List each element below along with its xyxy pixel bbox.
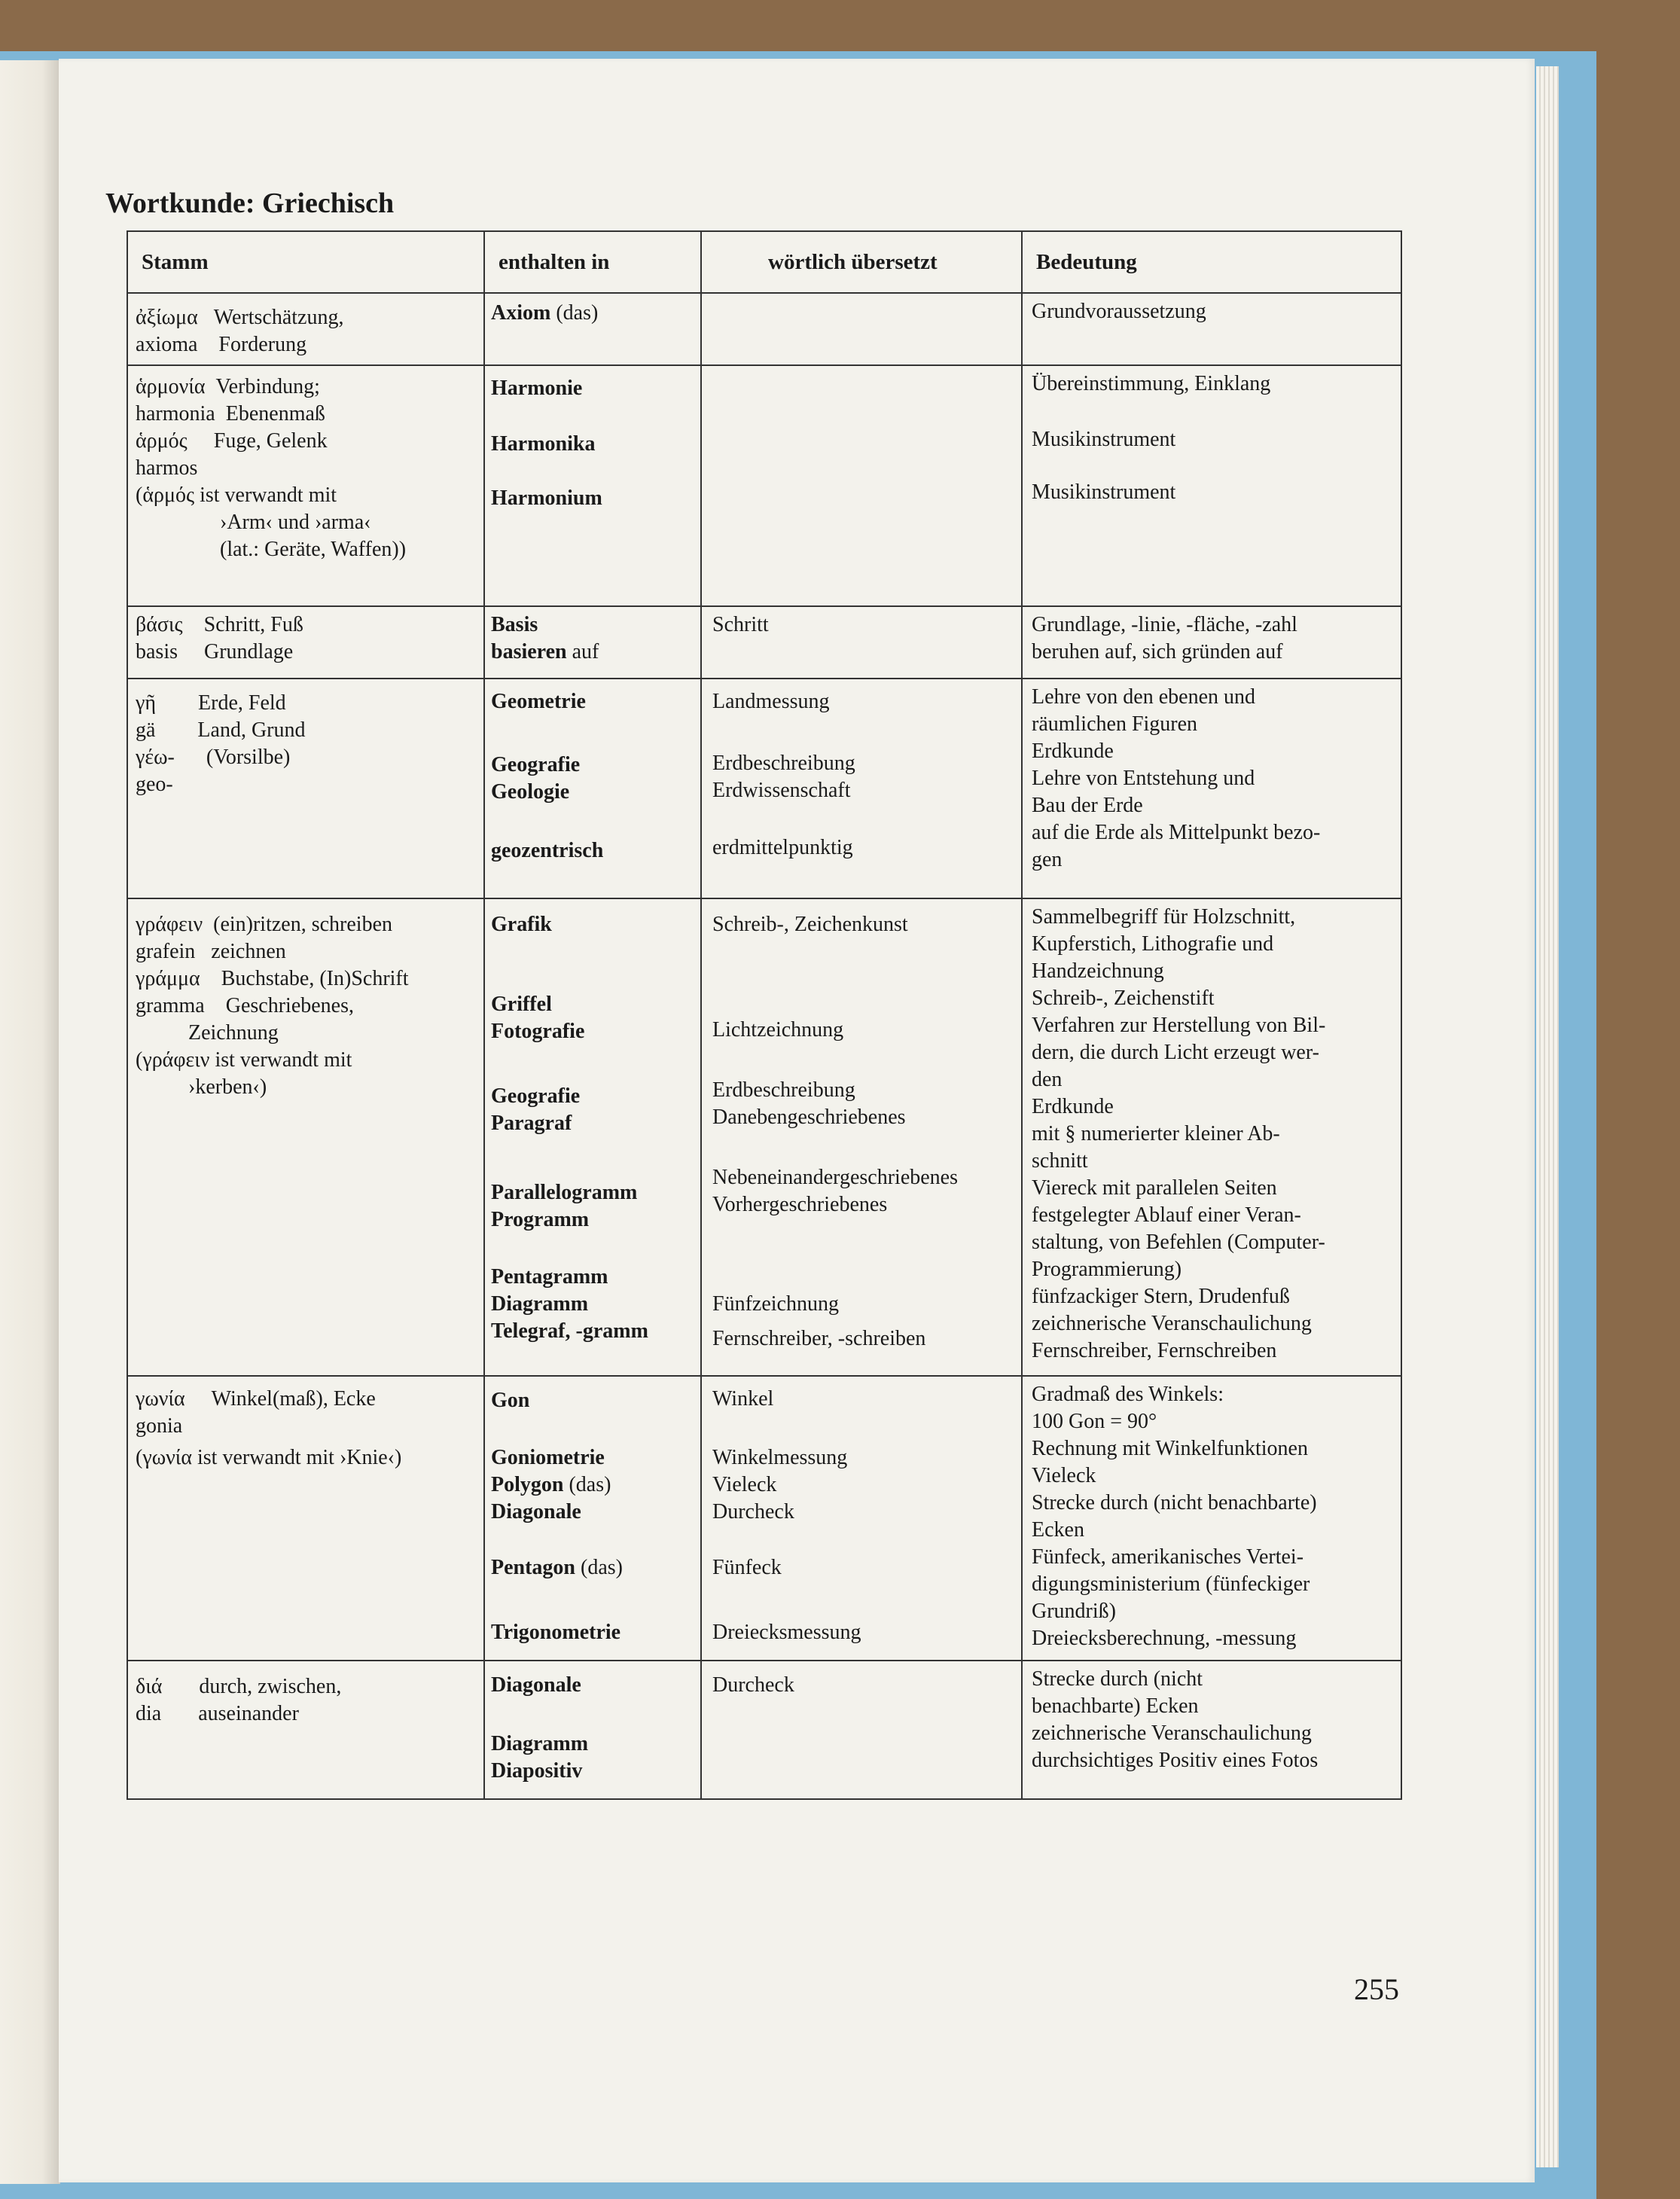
woertlich-line: Dreiecksmessung [712, 1621, 861, 1644]
enthalten-entry [491, 300, 598, 327]
woertlich-line: Vieleck [712, 1473, 777, 1496]
woertlich-line: Lichtzeichnung [712, 1018, 844, 1042]
enthalten-entry [491, 1387, 529, 1414]
stamm-line: γράφειν (ein)ritzen, schreiben [136, 913, 393, 936]
enthalten-entry [491, 1110, 572, 1137]
stamm-cell [127, 293, 484, 365]
bedeutung-line: Kupferstich, Lithografie und [1032, 932, 1274, 956]
enthalten-term: Programm [491, 1208, 590, 1231]
enthalten-cell [484, 1376, 701, 1661]
stamm-line: axioma Forderung [136, 333, 307, 356]
bedeutung-line: Vieleck [1032, 1464, 1096, 1487]
enthalten-entry [491, 1179, 637, 1206]
bedeutung-cell [1022, 606, 1401, 679]
bedeutung-line: zeichnerische Veranschaulichung [1032, 1312, 1312, 1335]
bedeutung-line: Musikinstrument [1032, 428, 1176, 451]
bedeutung-line: benachbarte) Ecken [1032, 1694, 1199, 1718]
woertlich-line: Winkel [712, 1387, 774, 1411]
enthalten-entry [491, 1758, 582, 1785]
bedeutung-line: auf die Erde als Mittelpunkt bezo- [1032, 821, 1321, 844]
bedeutung-line: fünfzackiger Stern, Drudenfuß [1032, 1285, 1290, 1308]
enthalten-term: Diagonale [491, 1673, 581, 1697]
left-page-edge [0, 60, 60, 2184]
enthalten-entry [491, 688, 586, 715]
enthalten-entry [491, 375, 582, 402]
woertlich-cell [701, 293, 1022, 365]
enthalten-term: Geologie [491, 780, 570, 804]
bedeutung-line: Bau der Erde [1032, 794, 1143, 817]
enthalten-cell [484, 1661, 701, 1799]
bedeutung-line: Rechnung mit Winkelfunktionen [1032, 1437, 1308, 1460]
page-edges [1536, 66, 1559, 2167]
enthalten-term: Diagramm [491, 1292, 589, 1316]
bedeutung-line: 100 Gon = 90° [1032, 1410, 1157, 1433]
bedeutung-line: Gradmaß des Winkels: [1032, 1383, 1224, 1406]
enthalten-entry [491, 1291, 588, 1318]
stamm-line: ›kerben‹) [136, 1075, 267, 1099]
bedeutung-cell [1022, 898, 1401, 1376]
word-table [127, 230, 1402, 1800]
enthalten-cell [484, 606, 701, 679]
enthalten-entry [491, 1318, 648, 1345]
table-row [127, 606, 1401, 679]
enthalten-cell [484, 679, 701, 898]
woertlich-cell [701, 1661, 1022, 1799]
enthalten-suffix: (das) [563, 1473, 611, 1496]
header-enthalten: enthalten in [484, 231, 701, 293]
stamm-line: (γράφειν ist verwandt mit [136, 1048, 352, 1072]
enthalten-term: Basis [491, 613, 538, 636]
stamm-line: γῆ Erde, Feld [136, 691, 286, 715]
enthalten-entry [491, 1018, 584, 1045]
header-stamm: Stamm [127, 231, 484, 293]
table-row [127, 365, 1401, 606]
stamm-line: (ἁρμός ist verwandt mit [136, 483, 337, 507]
bedeutung-line: Dreiecksberechnung, -messung [1032, 1627, 1297, 1650]
bedeutung-line: gen [1032, 848, 1063, 871]
enthalten-term: Geometrie [491, 690, 586, 713]
enthalten-term: Telegraf, -gramm [491, 1319, 648, 1343]
stamm-line: dia auseinander [136, 1702, 299, 1725]
enthalten-entry [491, 1731, 588, 1758]
woertlich-cell [701, 679, 1022, 898]
bedeutung-line: Strecke durch (nicht benachbarte) [1032, 1491, 1317, 1514]
enthalten-term: Griffel [491, 993, 552, 1016]
stamm-cell [127, 1661, 484, 1799]
bedeutung-line: schnitt [1032, 1149, 1088, 1173]
stamm-line: grafein zeichnen [136, 940, 286, 963]
stamm-line: harmonia Ebenenmaß [136, 402, 325, 425]
table-row [127, 1376, 1401, 1661]
woertlich-line: erdmittelpunktig [712, 836, 853, 859]
bedeutung-line: Musikinstrument [1032, 480, 1176, 504]
stamm-line: Zeichnung [136, 1021, 279, 1045]
bedeutung-line: räumlichen Figuren [1032, 712, 1198, 736]
enthalten-term: Pentagramm [491, 1265, 608, 1289]
enthalten-term: geozentrisch [491, 839, 604, 862]
enthalten-term: Geografie [491, 1084, 581, 1108]
bedeutung-line: Strecke durch (nicht [1032, 1667, 1203, 1691]
enthalten-term: Diapositiv [491, 1759, 583, 1783]
stamm-cell [127, 1376, 484, 1661]
woertlich-line: Vorhergeschriebenes [712, 1193, 888, 1216]
stamm-cell [127, 679, 484, 898]
enthalten-term: Trigonometrie [491, 1621, 621, 1644]
bedeutung-line: Handzeichnung [1032, 959, 1164, 983]
bedeutung-line: dern, die durch Licht erzeugt wer- [1032, 1041, 1319, 1064]
enthalten-cell [484, 293, 701, 365]
bedeutung-line: Ecken [1032, 1518, 1084, 1542]
bedeutung-cell [1022, 1376, 1401, 1661]
enthalten-entry [491, 1672, 581, 1699]
enthalten-entry [491, 612, 538, 639]
stamm-cell [127, 365, 484, 606]
stamm-line: ἀξίωμα Wertschätzung, [136, 306, 344, 329]
enthalten-term: Harmonie [491, 377, 583, 400]
enthalten-term: Paragraf [491, 1112, 572, 1135]
stamm-line: harmos [136, 456, 198, 480]
enthalten-entry [491, 1499, 581, 1526]
stamm-line: γέω- (Vorsilbe) [136, 746, 291, 769]
woertlich-line: Schreib-, Zeichenkunst [712, 913, 908, 936]
woertlich-line: Winkelmessung [712, 1446, 848, 1469]
bedeutung-cell [1022, 365, 1401, 606]
enthalten-entry [491, 779, 569, 806]
bedeutung-line: Grundvoraussetzung [1032, 300, 1206, 323]
enthalten-term: Diagonale [491, 1500, 581, 1523]
enthalten-suffix: (das) [550, 301, 599, 325]
woertlich-line: Danebengeschriebenes [712, 1106, 906, 1129]
enthalten-term: Axiom [491, 301, 551, 325]
enthalten-suffix: (das) [575, 1556, 623, 1579]
woertlich-cell [701, 1376, 1022, 1661]
enthalten-term: Diagramm [491, 1732, 589, 1755]
stamm-line: ›Arm‹ und ›arma‹ [136, 511, 371, 534]
stamm-cell [127, 606, 484, 679]
enthalten-term: Parallelogramm [491, 1181, 638, 1204]
bedeutung-line: digungsministerium (fünfeckiger [1032, 1572, 1310, 1596]
bedeutung-line: Verfahren zur Herstellung von Bil- [1032, 1014, 1326, 1037]
bedeutung-line: Erdkunde [1032, 1095, 1114, 1118]
enthalten-term: Grafik [491, 913, 552, 936]
bedeutung-line: festgelegter Ablauf einer Veran- [1032, 1203, 1301, 1227]
stamm-line: διά durch, zwischen, [136, 1675, 342, 1698]
woertlich-line: Erdbeschreibung [712, 752, 855, 775]
stamm-line: gä Land, Grund [136, 718, 306, 742]
enthalten-cell [484, 898, 701, 1376]
bedeutung-line: Fünfeck, amerikanisches Vertei- [1032, 1545, 1304, 1569]
table-row [127, 1661, 1401, 1799]
stamm-line: gonia [136, 1414, 183, 1438]
bedeutung-line: Erdkunde [1032, 740, 1114, 763]
table-row [127, 293, 1401, 365]
stamm-line: basis Grundlage [136, 640, 294, 663]
bedeutung-cell [1022, 1661, 1401, 1799]
enthalten-entry [491, 1619, 620, 1646]
enthalten-entry [491, 991, 552, 1018]
bedeutung-line: Fernschreiber, Fernschreiben [1032, 1339, 1277, 1362]
woertlich-line: Erdbeschreibung [712, 1078, 855, 1102]
bedeutung-line: Grundriß) [1032, 1600, 1116, 1623]
stamm-line: gramma Geschriebenes, [136, 994, 354, 1017]
page-title: Wortkunde: Griechisch [105, 188, 395, 219]
bedeutung-line: Lehre von den ebenen und [1032, 685, 1255, 709]
stamm-line: γράμμα Buchstabe, (In)Schrift [136, 967, 409, 990]
stamm-cell [127, 898, 484, 1376]
enthalten-term: Pentagon [491, 1556, 575, 1579]
enthalten-entry [491, 639, 599, 666]
stamm-line: γωνία Winkel(maß), Ecke [136, 1387, 376, 1411]
enthalten-term: Fotografie [491, 1020, 585, 1043]
bedeutung-line: Grundlage, -linie, -fläche, -zahl [1032, 613, 1297, 636]
bedeutung-line: durchsichtiges Positiv eines Fotos [1032, 1749, 1319, 1772]
woertlich-line: Fernschreiber, -schreiben [712, 1327, 926, 1350]
woertlich-line: Durcheck [712, 1500, 794, 1523]
enthalten-suffix: auf [566, 640, 599, 663]
bedeutung-cell [1022, 679, 1401, 898]
bedeutung-line: Programmierung) [1032, 1258, 1182, 1281]
bedeutung-line: beruhen auf, sich gründen auf [1032, 640, 1283, 663]
page-number: 255 [1354, 1972, 1399, 2006]
woertlich-line: Schritt [712, 613, 769, 636]
stamm-line: ἁρμός Fuge, Gelenk [136, 429, 328, 453]
enthalten-term: Polygon [491, 1473, 564, 1496]
table-row [127, 679, 1401, 898]
woertlich-line: Fünfzeichnung [712, 1292, 839, 1316]
woertlich-line: Erdwissenschaft [712, 779, 851, 802]
enthalten-term: Goniometrie [491, 1446, 605, 1469]
header-woertlich: wörtlich übersetzt [701, 231, 1022, 293]
bedeutung-line: Schreib-, Zeichenstift [1032, 987, 1215, 1010]
bedeutung-line: Sammelbegriff für Holzschnitt, [1032, 905, 1296, 929]
enthalten-term: basieren [491, 640, 567, 663]
bedeutung-line: Übereinstimmung, Einklang [1032, 372, 1271, 395]
bedeutung-line: staltung, von Befehlen (Computer- [1032, 1231, 1325, 1254]
table-header-row [127, 231, 1401, 293]
enthalten-entry [491, 1554, 623, 1581]
enthalten-entry [491, 1264, 608, 1291]
bedeutung-line: zeichnerische Veranschaulichung [1032, 1722, 1312, 1745]
woertlich-cell [701, 898, 1022, 1376]
enthalten-entry [491, 911, 552, 938]
bedeutung-line: Viereck mit parallelen Seiten [1032, 1176, 1277, 1200]
enthalten-entry [491, 485, 602, 512]
bedeutung-line: mit § numerierter kleiner Ab- [1032, 1122, 1280, 1145]
enthalten-term: Harmonium [491, 486, 602, 510]
header-bedeutung: Bedeutung [1022, 231, 1401, 293]
woertlich-cell [701, 606, 1022, 679]
enthalten-cell [484, 365, 701, 606]
enthalten-term: Harmonika [491, 432, 596, 456]
enthalten-term: Geografie [491, 753, 581, 776]
enthalten-entry [491, 1444, 605, 1472]
stamm-line: (lat.: Geräte, Waffen)) [136, 538, 407, 561]
woertlich-line: Nebeneinandergeschriebenes [712, 1166, 958, 1189]
stamm-line: geo- [136, 773, 173, 796]
bedeutung-cell [1022, 293, 1401, 365]
enthalten-entry [491, 1206, 589, 1234]
table-row [127, 898, 1401, 1376]
woertlich-line: Durcheck [712, 1673, 794, 1697]
enthalten-entry [491, 1083, 580, 1110]
stamm-line: βάσις Schritt, Fuß [136, 613, 303, 636]
enthalten-entry [491, 752, 580, 779]
woertlich-cell [701, 365, 1022, 606]
stamm-line: (γωνία ist verwandt mit ›Knie‹) [136, 1446, 402, 1469]
woertlich-line: Landmessung [712, 690, 830, 713]
enthalten-entry [491, 837, 603, 865]
enthalten-term: Gon [491, 1389, 530, 1412]
enthalten-entry [491, 1472, 611, 1499]
bedeutung-line: Lehre von Entstehung und [1032, 767, 1255, 790]
enthalten-entry [491, 431, 595, 458]
stamm-line: ἁρμονία Verbindung; [136, 375, 320, 398]
bedeutung-line: den [1032, 1068, 1063, 1091]
woertlich-line: Fünfeck [712, 1556, 782, 1579]
